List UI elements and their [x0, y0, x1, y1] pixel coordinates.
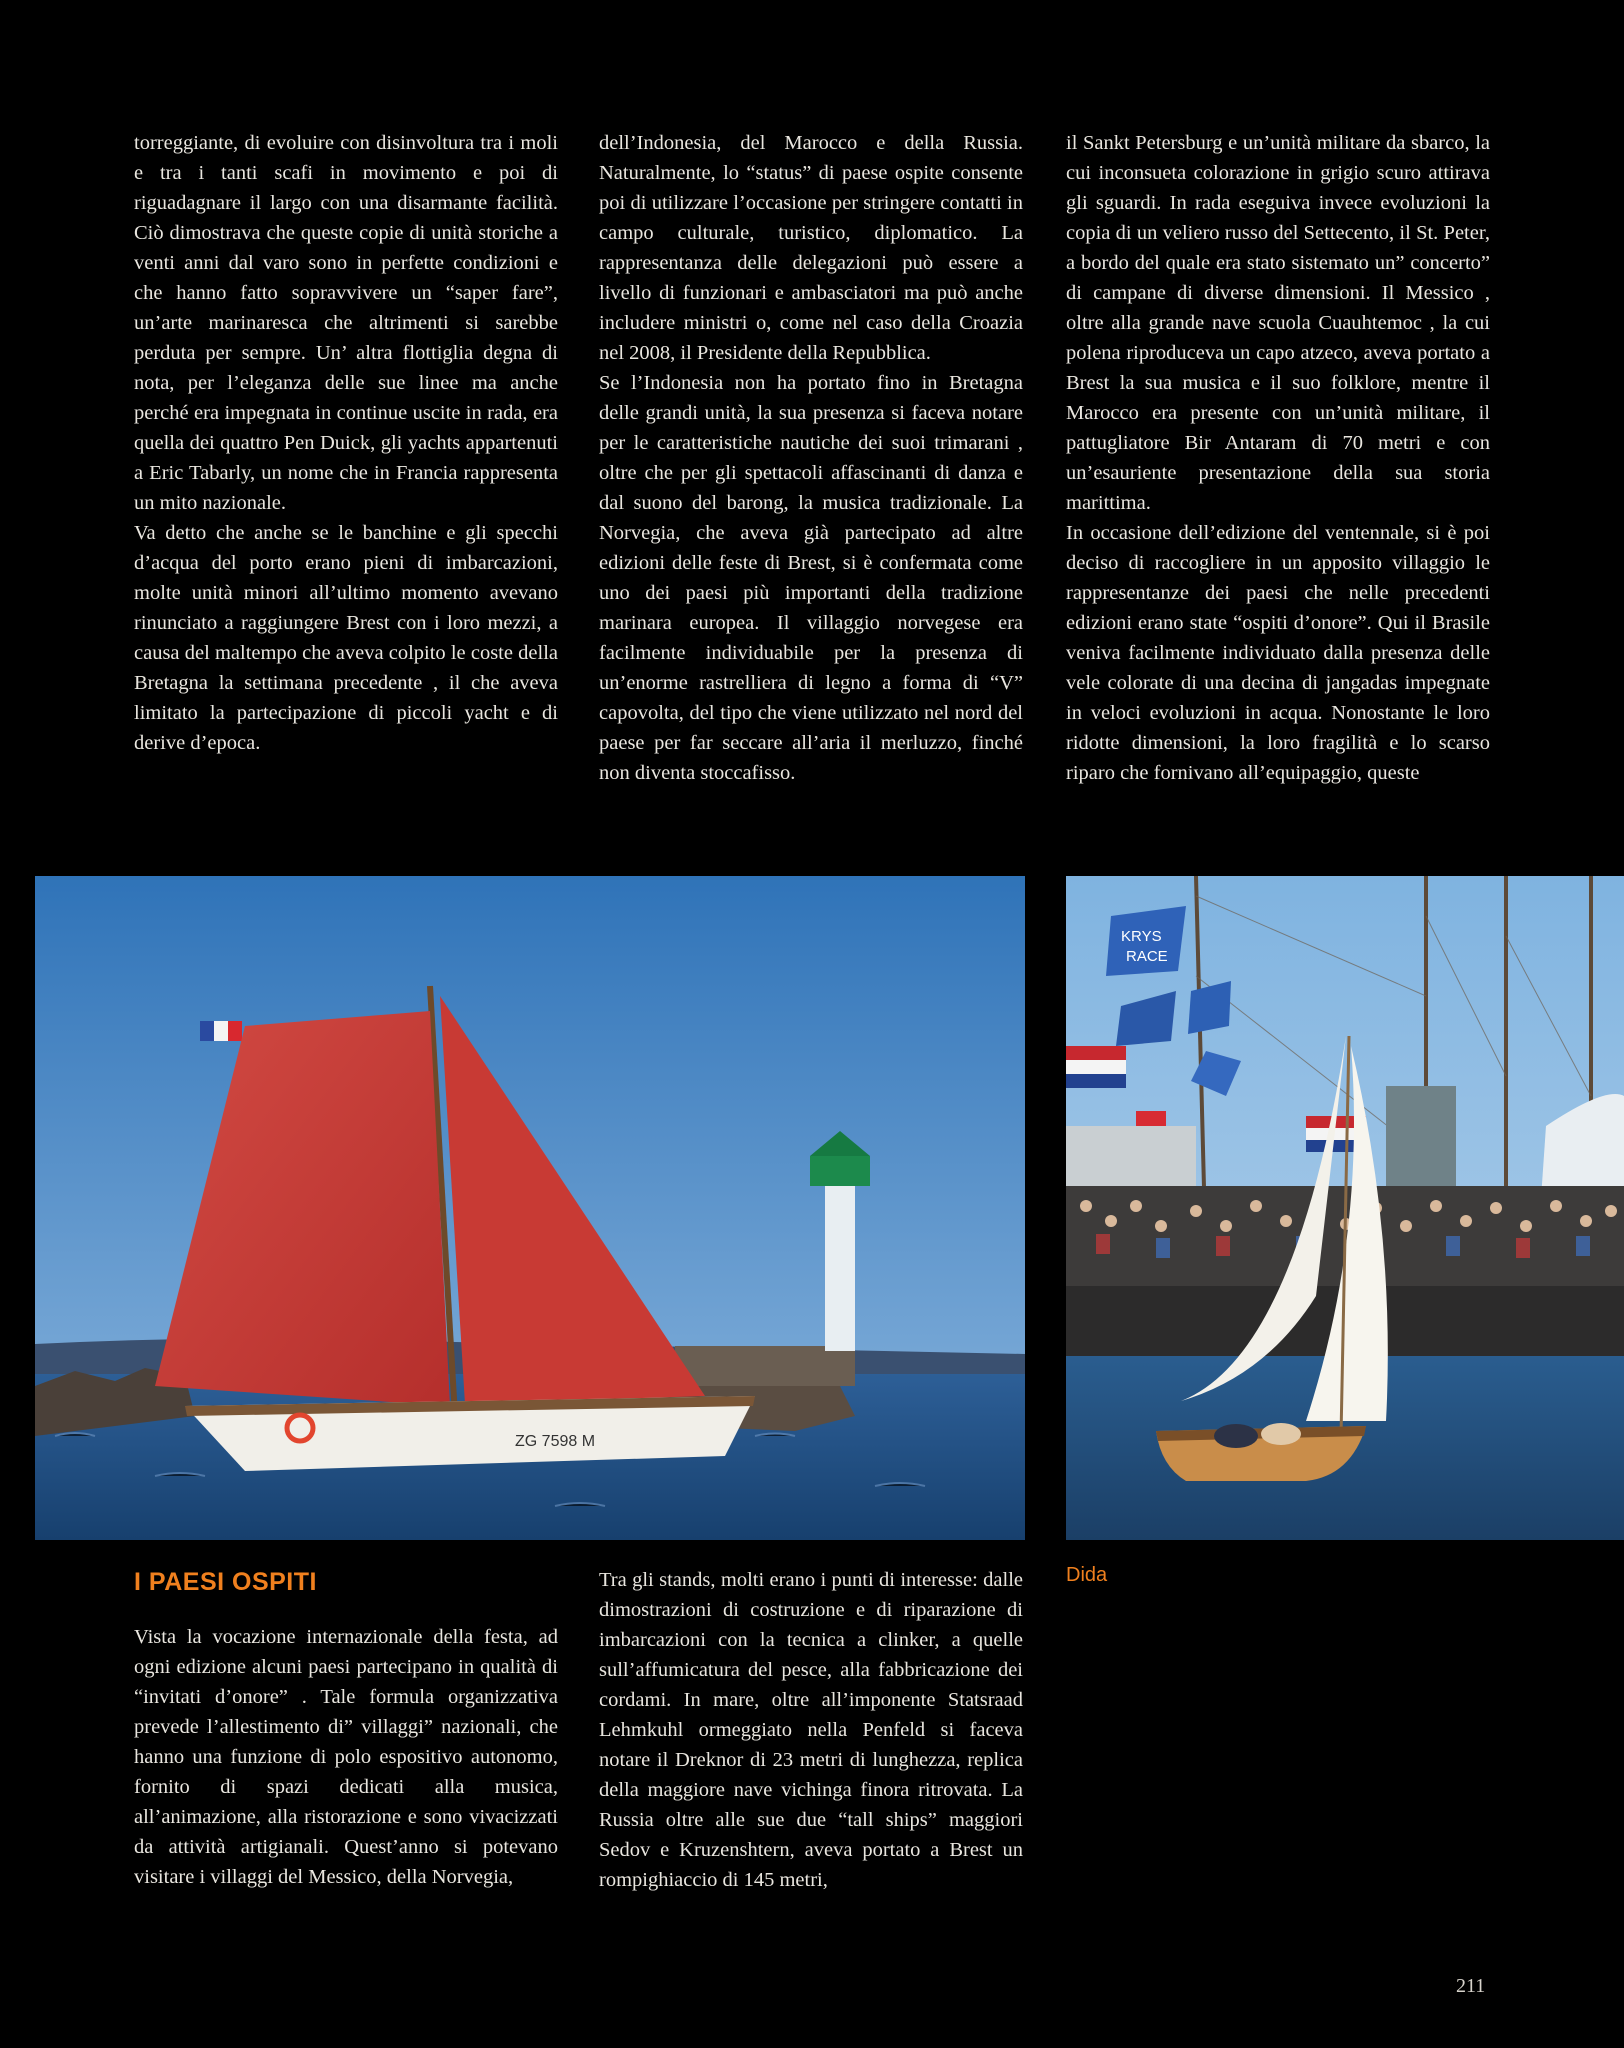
text-column-3: [1066, 128, 1490, 788]
paragraph: Tra gli stands, molti erano i punti di interesse: dalle dimostrazioni di costruzione e di riparazione di imbarcazioni con la tecnica a clinker, a quelle sull’affumicatura del pesce, alla fabbricazione dei cordami. In mare, oltre all’imponente Statsraad Lehmkuhl ormeggiato nella Penfeld si faceva notare il Dreknor di 23 metri di lunghezza, replica della maggiore nave vichinga finora ritrovata. La Russia oltre alle sue due “tall ships” maggiori Sedov e Kruzenshtern, aveva portato a Brest un rompighiaccio di 145 metri,: [599, 1569, 1023, 1891]
text-column-2: [599, 128, 1023, 788]
hull-number: ZG 7598 M: [515, 1433, 596, 1450]
paragraph: In occasione dell’edizione del ventennale, si è poi deciso di raccogliere in un apposito villaggio le rappresentanze dei paesi che nelle precedenti edizioni erano state “ospiti d’onore”. Qui il Brasile veniva facilmente individuato dalla presenza delle vele colorate di una decina di jangadas impegnate in veloci evoluzioni in acqua. Nonostante le loro ridotte dimensioni, la loro fragilità e lo scarso riparo che fornivano all’equipaggio, queste: [1066, 522, 1490, 784]
photo-caption: Dida: [1066, 1564, 1108, 1586]
harbour-crowd-photo: [1066, 876, 1624, 1540]
flag-text: RACE: [1126, 948, 1168, 965]
sailboat-illustration: [35, 876, 1025, 1540]
paragraph: Va detto che anche se le banchine e gli specchi d’acqua del porto erano pieni di imbarcazioni, molte unità minori all’ultimo momento avevano rinunciato a raggiungere Brest con i loro mezzi, a causa del maltempo che aveva colpito le coste della Bretagna la settimana precedente , il che aveva limitato la partecipazione di piccoli yacht e di derive d’epoca.: [134, 522, 558, 754]
harbour-illustration: [1066, 876, 1624, 1540]
page-number: 211: [1456, 1975, 1486, 1997]
sailboat-photo: [35, 876, 1025, 1540]
text-column-5: [599, 1565, 1023, 1895]
flag-text: KRYS: [1121, 928, 1162, 945]
section-heading: I PAESI OSPITI: [134, 1568, 317, 1596]
paragraph: Vista la vocazione internazionale della festa, ad ogni edizione alcuni paesi partecipano in qualità di “invitati d’onore” . Tale formula organizzativa prevede l’allestimento di” villaggi” nazionali, che hanno una funzione di polo espositivo autonomo, fornito di spazi dedicati alla musica, all’animazione, alla ristorazione e sono vivacizzati da attività artigianali. Quest’anno si potevano visitare i villaggi del Messico, della Norvegia,: [134, 1626, 558, 1888]
paragraph: dell’Indonesia, del Marocco e della Russia. Naturalmente, lo “status” di paese ospite consente poi di utilizzare l’occasione per stringere contatti in campo culturale, turistico, diplomatico. La rappresentanza delle delegazioni può essere a livello di funzionari e ambasciatori ma può anche includere ministri o, come nel caso della Croazia nel 2008, il Presidente della Repubblica.: [599, 132, 1023, 364]
paragraph: torreggiante, di evoluire con disinvoltura tra i moli e tra i tanti scafi in movimento e poi di riguadagnare il largo con una disarmante facilità. Ciò dimostrava che queste copie di unità storiche a venti anni dal varo sono in perfette condizioni e che hanno fatto sopravvivere un “saper fare”, un’arte marinaresca che altrimenti si sarebbe perduta per sempre. Un’ altra flottiglia degna di nota, per l’eleganza delle sue linee ma anche perché era impegnata in continue uscite in rada, era quella dei quattro Pen Duick, gli yachts appartenuti a Eric Tabarly, un nome che in Francia rappresenta un mito nazionale.: [134, 132, 558, 514]
text-column-1: [134, 128, 558, 758]
text-column-4: [134, 1622, 558, 1892]
paragraph: il Sankt Petersburg e un’unità militare da sbarco, la cui inconsueta colorazione in grigio scuro attirava gli sguardi. In rada eseguiva invece evoluzioni la copia di un veliero russo del Settecento, il St. Peter, a bordo del quale era stato sistemato un” concerto” di campane di diverse dimensioni. Il Messico , oltre alla grande nave scuola Cuauhtemoc , la cui polena riproduceva un capo atzeco, aveva portato a Brest la sua musica e il suo folklore, mentre il Marocco era presente con un’unità militare, il pattugliatore Bir Antaram di 70 metri e con un’esauriente presentazione della sua storia marittima.: [1066, 132, 1490, 514]
paragraph: Se l’Indonesia non ha portato fino in Bretagna delle grandi unità, la sua presenza si faceva notare per le caratteristiche nautiche dei suoi trimarani , oltre che per gli spettacoli affascinanti di danza e dal suono del barong, la musica tradizionale. La Norvegia, che aveva già partecipato ad altre edizioni delle feste di Brest, si è confermata come uno dei paesi più importanti della tradizione marinara europea. Il villaggio norvegese era facilmente individuabile per la presenza di un’enorme rastrelliera di legno a forma di “V” capovolta, del tipo che viene utilizzato nel nord del paese per far seccare all’aria il merluzzo, finché non diventa stoccafisso.: [599, 372, 1023, 784]
